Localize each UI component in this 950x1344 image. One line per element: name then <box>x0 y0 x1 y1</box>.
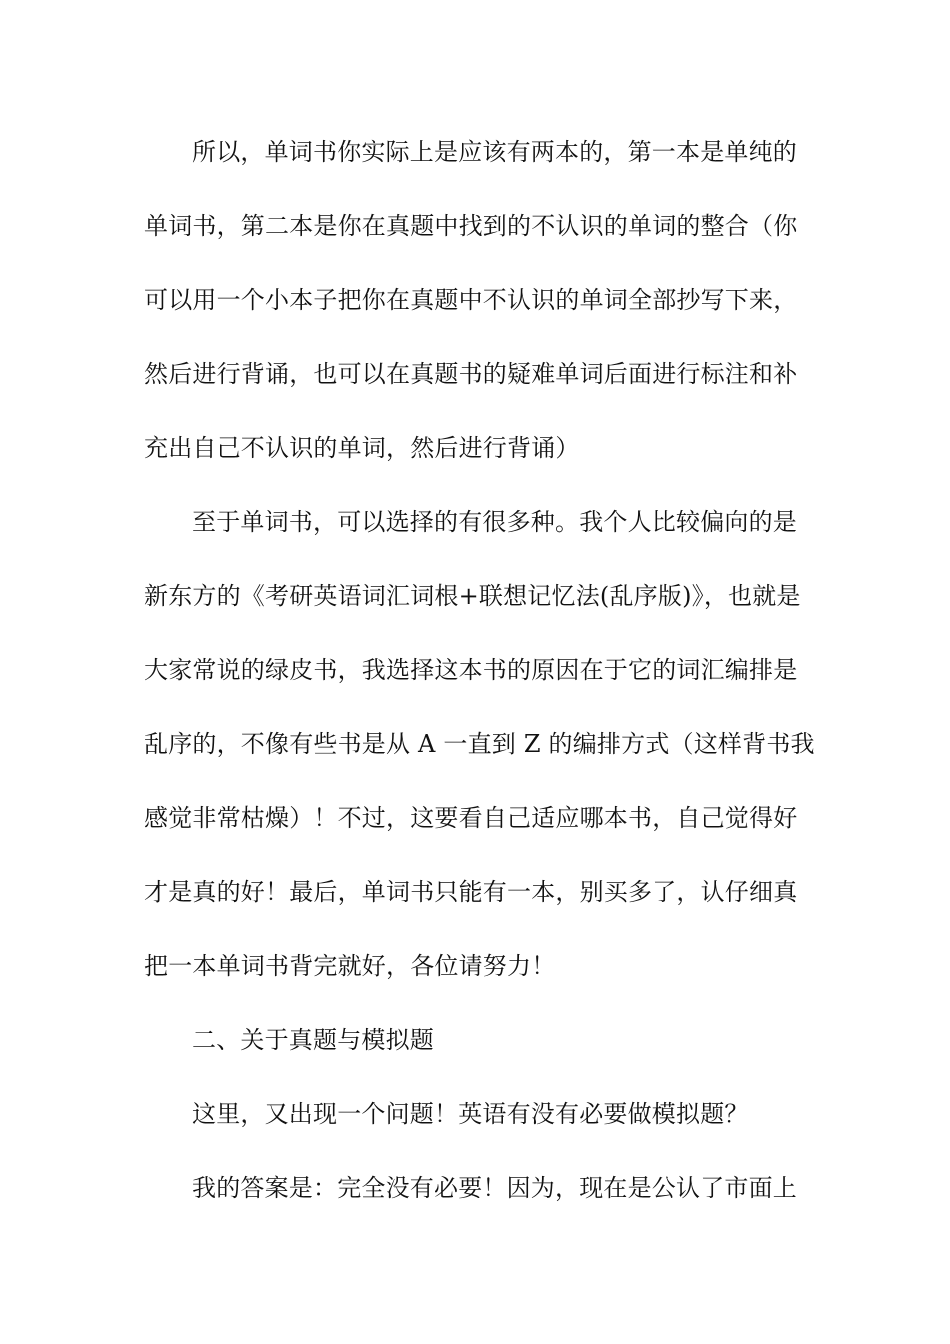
paragraph-1-line-1: 所以，单词书你实际上是应该有两本的，第一本是单纯的 <box>192 138 797 166</box>
paragraph-2-line-4: 乱序的，不像有些书是从 A 一直到 Z 的编排方式（这样背书我 <box>144 730 815 758</box>
paragraph-1-line-2: 单词书，第二本是你在真题中找到的不认识的单词的整合（你 <box>144 212 798 240</box>
paragraph-4-line-1: 我的答案是：完全没有必要！因为，现在是公认了市面上 <box>192 1174 797 1202</box>
paragraph-2-line-2: 新东方的《考研英语词汇词根+联想记忆法(乱序版)》，也就是 <box>144 582 801 610</box>
paragraph-2-line-6: 才是真的好！最后，单词书只能有一本，别买多了，认仔细真 <box>144 878 798 906</box>
paragraph-1-line-4: 然后进行背诵，也可以在真题书的疑难单词后面进行标注和补 <box>144 360 798 388</box>
section-heading: 二、关于真题与模拟题 <box>192 1026 434 1054</box>
paragraph-1-line-5: 充出自己不认识的单词，然后进行背诵） <box>144 434 580 462</box>
paragraph-1-line-3: 可以用一个小本子把你在真题中不认识的单词全部抄写下来， <box>144 286 798 314</box>
paragraph-2-line-5: 感觉非常枯燥）！不过，这要看自己适应哪本书，自己觉得好 <box>144 804 798 832</box>
paragraph-2-line-7: 把一本单词书背完就好，各位请努力！ <box>144 952 556 980</box>
paragraph-3-line-1: 这里，又出现一个问题！英语有没有必要做模拟题？ <box>192 1100 749 1128</box>
paragraph-2-line-1: 至于单词书，可以选择的有很多种。我个人比较偏向的是 <box>192 508 797 536</box>
paragraph-2-line-3: 大家常说的绿皮书，我选择这本书的原因在于它的词汇编排是 <box>144 656 798 684</box>
